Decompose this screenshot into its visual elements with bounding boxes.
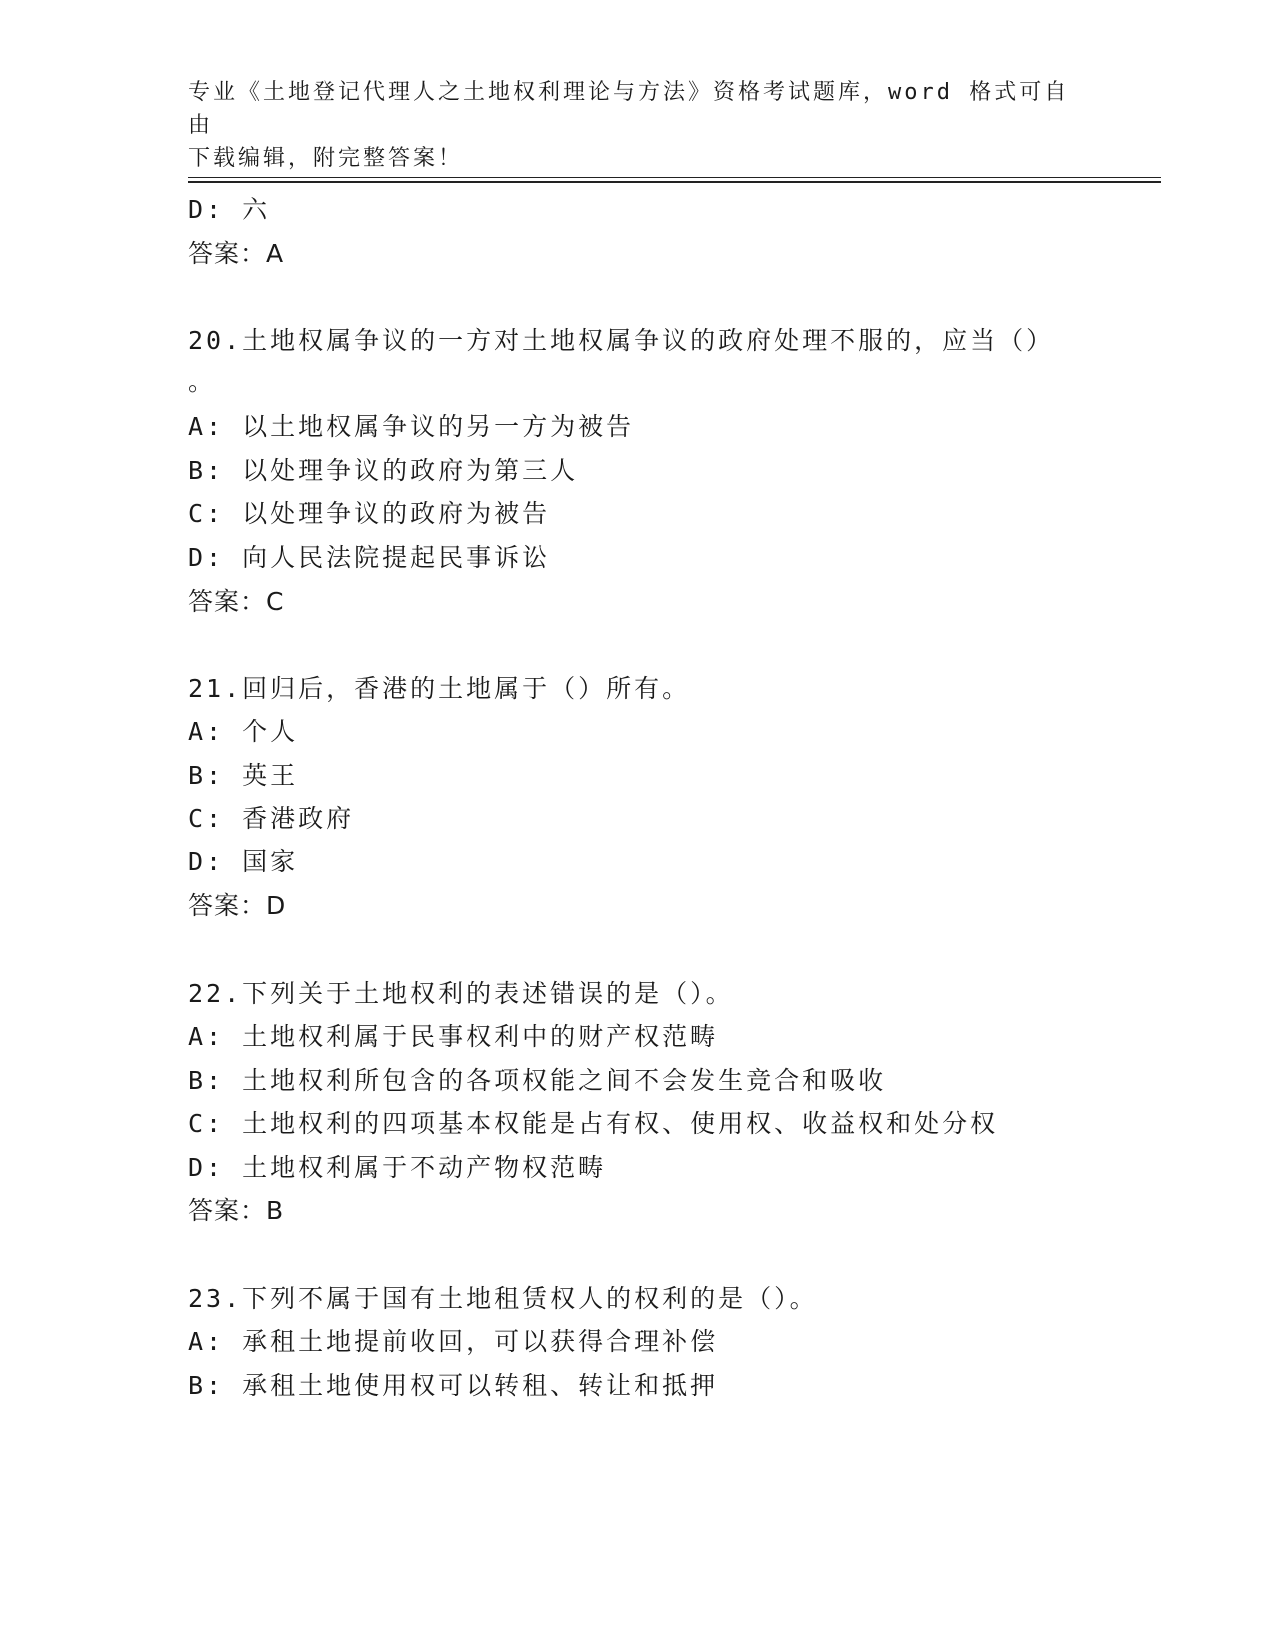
q21-option-b: B: 英王 (188, 761, 299, 790)
q20-stem-continuation: 。 (188, 367, 217, 396)
header-rule-thick (188, 181, 1161, 183)
q23-stem: 23.下列不属于国有土地租赁权人的权利的是（）。 (188, 1284, 818, 1313)
q20-answer: 答案：C (188, 587, 285, 616)
q22-option-c: C: 土地权利的四项基本权能是占有权、使用权、收益权和处分权 (188, 1109, 999, 1138)
q20-option-b: B: 以处理争议的政府为第三人 (188, 456, 579, 485)
q22-option-d: D: 土地权利属于不动产物权范畴 (188, 1153, 607, 1182)
q20-option-a: A: 以土地权属争议的另一方为被告 (188, 412, 635, 441)
q22-option-b: B: 土地权利所包含的各项权能之间不会发生竞合和吸收 (188, 1066, 887, 1095)
header-line-2: 下载编辑，附完整答案！ (188, 146, 464, 171)
q21-answer: 答案：D (188, 891, 287, 920)
q21-option-c: C: 香港政府 (188, 804, 355, 833)
q22-stem: 22.下列关于土地权利的表述错误的是（）。 (188, 979, 734, 1008)
q21-option-a: A: 个人 (188, 717, 299, 746)
q23-option-a: A: 承租土地提前收回，可以获得合理补偿 (188, 1327, 719, 1356)
header-line-1: 专业《土地登记代理人之土地权利理论与方法》资格考试题库，word 格式可自由 (188, 80, 1070, 138)
q22-answer: 答案：B (188, 1196, 285, 1225)
q21-option-d: D: 国家 (188, 847, 299, 876)
document-header (188, 76, 1088, 175)
q22-option-a: A: 土地权利属于民事权利中的财产权范畴 (188, 1022, 719, 1051)
q20-stem: 20.土地权属争议的一方对土地权属争议的政府处理不服的，应当（） (188, 326, 1055, 355)
q20-option-c: C: 以处理争议的政府为被告 (188, 499, 551, 528)
q20-option-d: D: 向人民法院提起民事诉讼 (188, 543, 551, 572)
q23-option-b: B: 承租土地使用权可以转租、转让和抵押 (188, 1371, 719, 1400)
header-rule-thin (188, 177, 1161, 178)
carryover-answer: 答案：A (188, 239, 285, 268)
carryover-option-d: D: 六 (188, 195, 271, 224)
q21-stem: 21.回归后，香港的土地属于（）所有。 (188, 674, 691, 703)
